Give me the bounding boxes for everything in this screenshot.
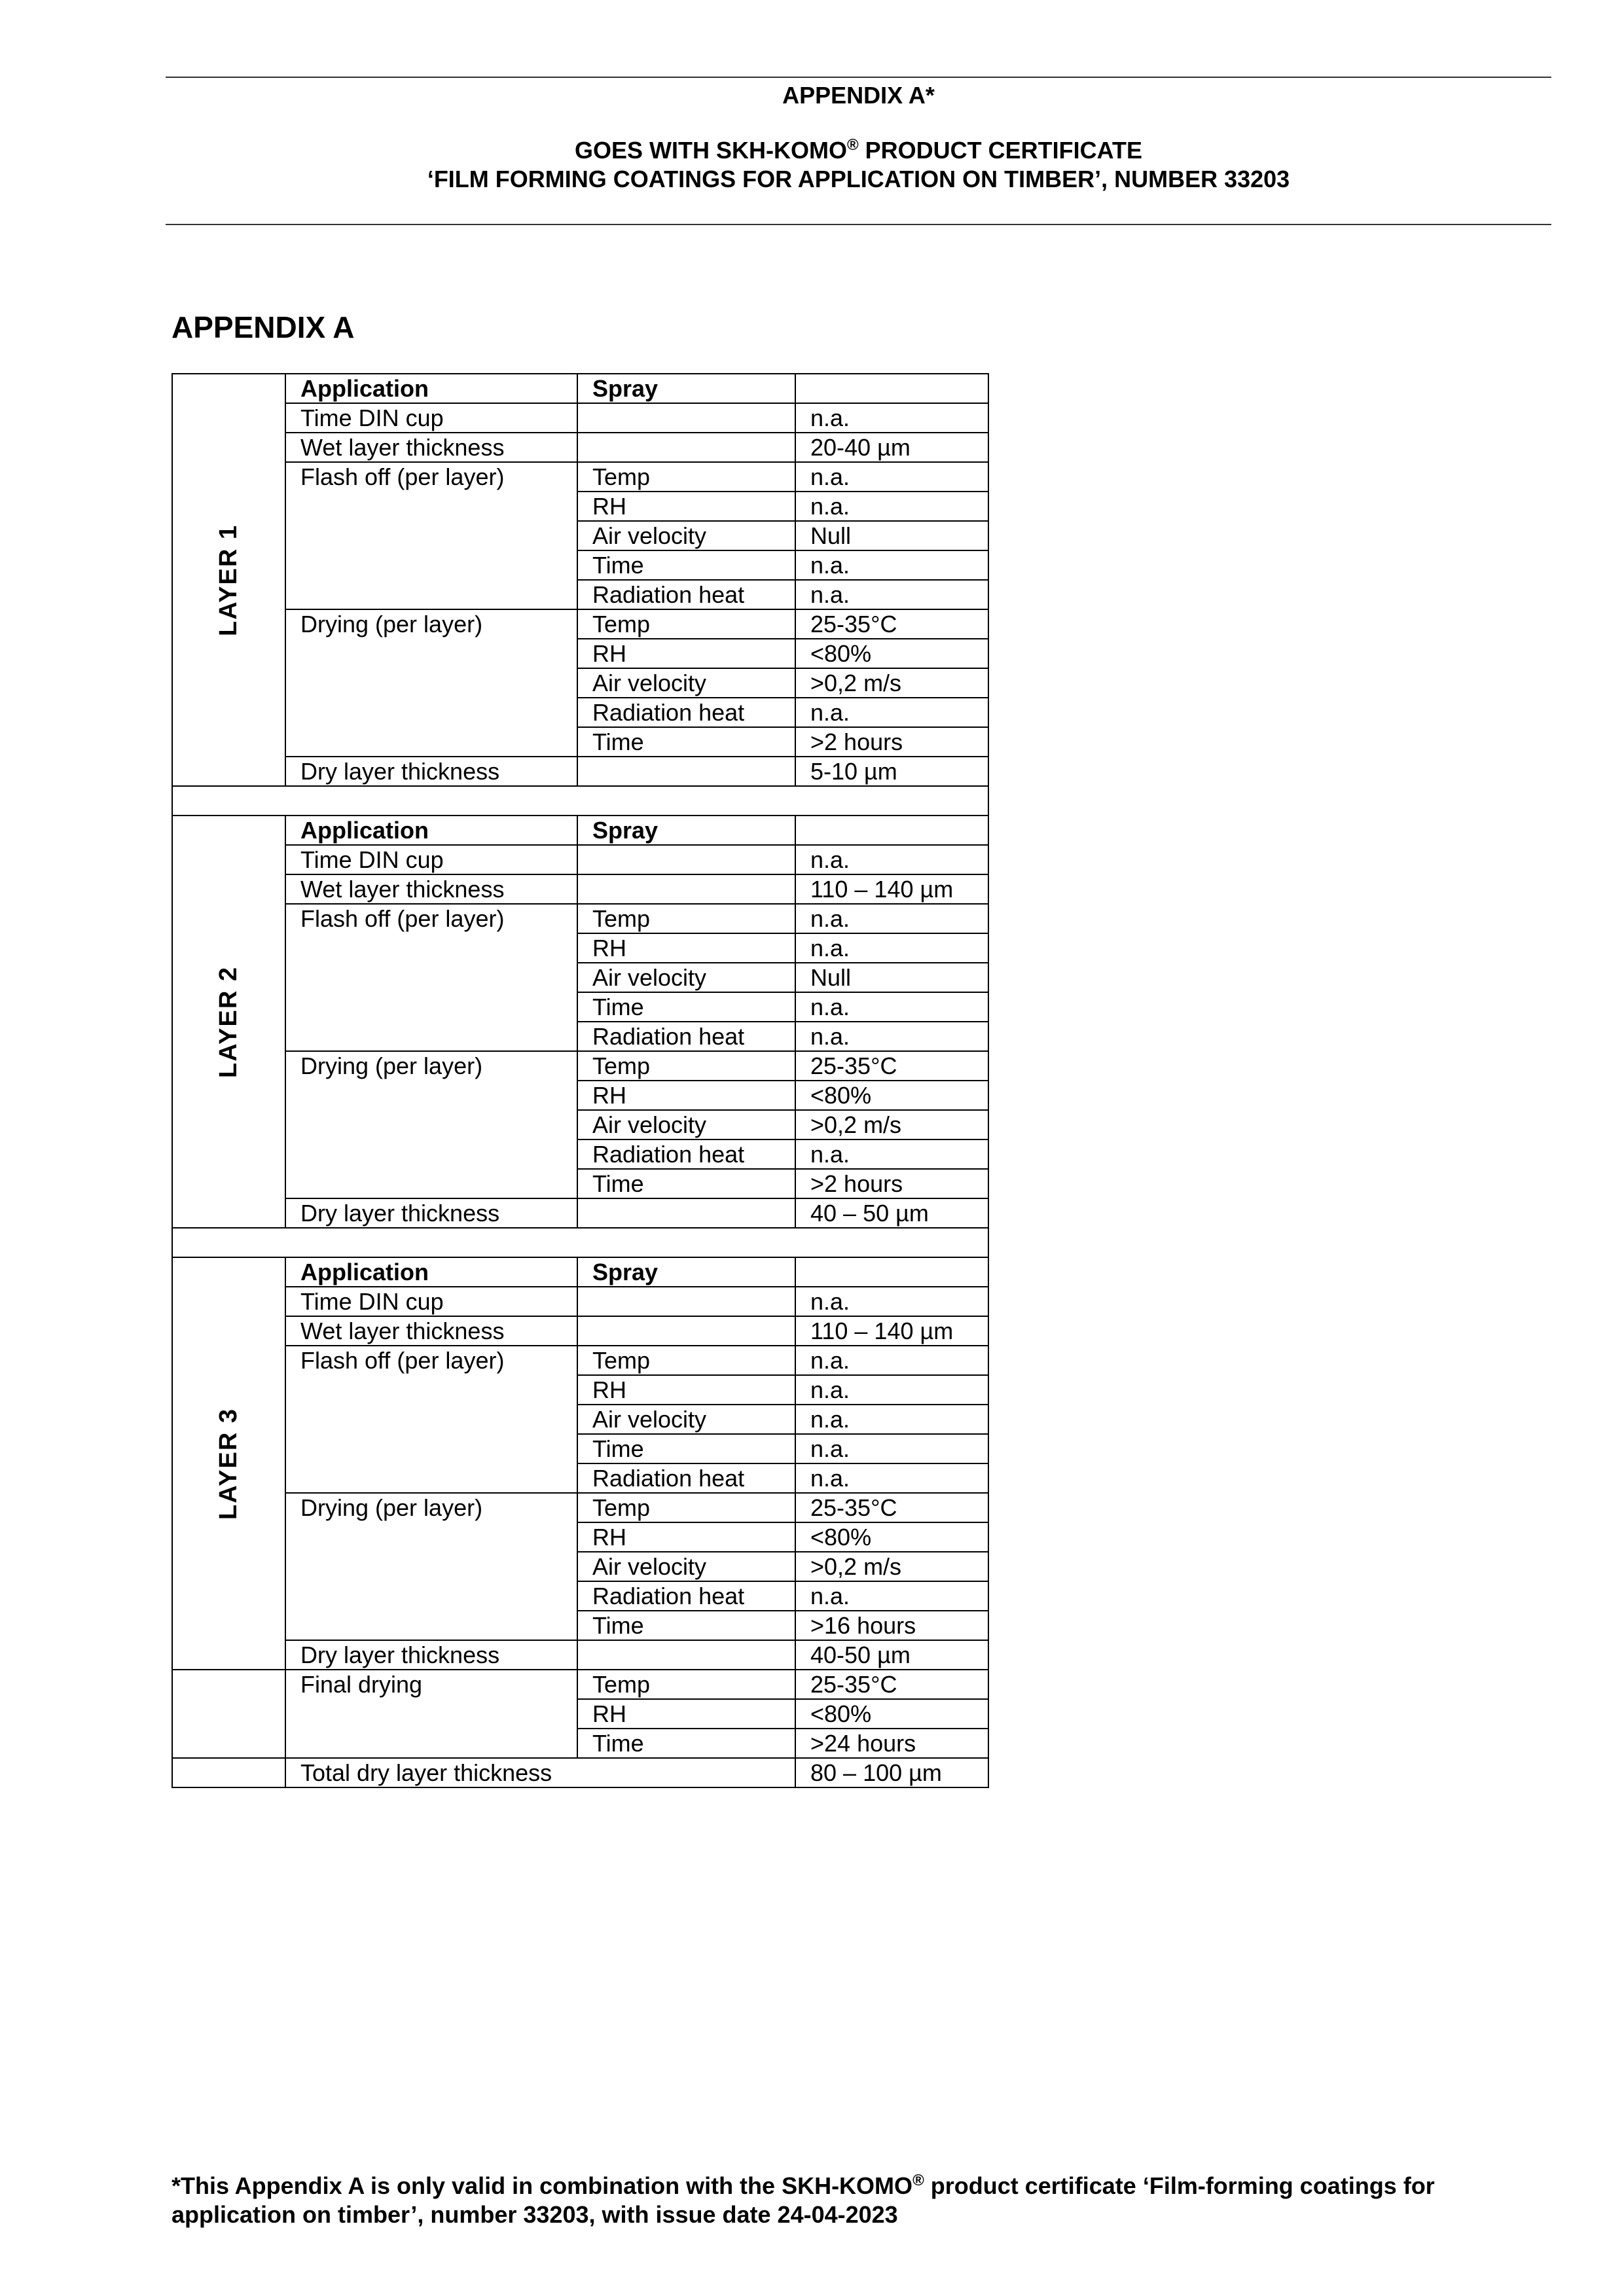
layer-3-drying-row bbox=[172, 1493, 988, 1522]
final-drying-value: <80% bbox=[795, 1699, 988, 1729]
layer-3-wet-row bbox=[172, 1316, 988, 1346]
drying-param: Time bbox=[577, 1611, 795, 1640]
final-drying-side-cell bbox=[172, 1670, 285, 1758]
certificate-line-1-suffix: PRODUCT CERTIFICATE bbox=[858, 137, 1142, 164]
layer-3-application-row bbox=[172, 1257, 988, 1287]
layer-1-drying-row bbox=[172, 609, 988, 639]
empty-param-cell bbox=[577, 403, 795, 433]
layer-1-wet-row bbox=[172, 433, 988, 462]
flash-off-value: n.a. bbox=[795, 462, 988, 492]
drying-value: >16 hours bbox=[795, 1611, 988, 1640]
certificate-line-1-prefix: GOES WITH SKH-KOMO bbox=[574, 137, 847, 164]
drying-value: 25-35°C bbox=[795, 609, 988, 639]
drying-value: >2 hours bbox=[795, 727, 988, 757]
flash-off-param: Temp bbox=[577, 462, 795, 492]
layer-1-time-din-row bbox=[172, 403, 988, 433]
time-din-cup-label: Time DIN cup bbox=[285, 1287, 577, 1316]
spec-table-body bbox=[172, 374, 988, 1787]
empty-param-cell bbox=[577, 845, 795, 874]
separator-cell bbox=[172, 1228, 988, 1257]
empty-param-cell bbox=[577, 1640, 795, 1670]
layer-3-time-din-row bbox=[172, 1287, 988, 1316]
drying-param: Air velocity bbox=[577, 1110, 795, 1139]
final-drying-param: Temp bbox=[577, 1670, 795, 1699]
drying-param: RH bbox=[577, 1522, 795, 1552]
wet-layer-thickness-label: Wet layer thickness bbox=[285, 433, 577, 462]
flash-off-param: RH bbox=[577, 1375, 795, 1405]
application-label: Application bbox=[285, 1257, 577, 1287]
drying-param: Temp bbox=[577, 1493, 795, 1522]
drying-value: >0,2 m/s bbox=[795, 668, 988, 698]
flash-off-param: Temp bbox=[577, 904, 795, 933]
total-dry-layer-thickness-label: Total dry layer thickness bbox=[285, 1758, 795, 1787]
drying-param: RH bbox=[577, 1081, 795, 1110]
drying-param: Temp bbox=[577, 609, 795, 639]
footnote-part-2: product certificate ‘Film-forming coatings for application on timber’, number 33203, with issue date 24-04-2023 bbox=[171, 2172, 1435, 2228]
empty-value-cell bbox=[795, 1257, 988, 1287]
layer-2-label: LAYER 2 bbox=[215, 966, 242, 1078]
flash-off-param: Radiation heat bbox=[577, 1022, 795, 1051]
registered-mark: ® bbox=[846, 136, 859, 154]
empty-param-cell bbox=[577, 1198, 795, 1228]
footnote-part-1: *This Appendix A is only valid in combination with the SKH-KOMO bbox=[171, 2172, 913, 2199]
wet-layer-thickness-label: Wet layer thickness bbox=[285, 874, 577, 904]
header-bottom-rule bbox=[166, 224, 1551, 225]
flash-off-value: n.a. bbox=[795, 933, 988, 963]
layer-1-flash-row bbox=[172, 462, 988, 492]
layer-2-drying-row bbox=[172, 1051, 988, 1081]
flash-off-value: n.a. bbox=[795, 550, 988, 580]
dry-layer-thickness-label: Dry layer thickness bbox=[285, 1640, 577, 1670]
drying-value: n.a. bbox=[795, 698, 988, 727]
drying-value: >2 hours bbox=[795, 1169, 988, 1198]
layer-3-dry-row bbox=[172, 1640, 988, 1670]
layer-1-dry-row bbox=[172, 757, 988, 786]
layer-2-label-cell bbox=[172, 816, 285, 1228]
time-din-cup-label: Time DIN cup bbox=[285, 403, 577, 433]
layer-2-application-row bbox=[172, 816, 988, 845]
flash-off-param: Air velocity bbox=[577, 963, 795, 992]
time-din-cup-value: n.a. bbox=[795, 1287, 988, 1316]
footnote bbox=[171, 2172, 1553, 2229]
time-din-cup-value: n.a. bbox=[795, 403, 988, 433]
layer-2-wet-row bbox=[172, 874, 988, 904]
drying-label: Drying (per layer) bbox=[285, 609, 577, 757]
flash-off-param: RH bbox=[577, 492, 795, 521]
layer-1-label-cell bbox=[172, 374, 285, 786]
flash-off-value: n.a. bbox=[795, 1405, 988, 1434]
dry-layer-thickness-label: Dry layer thickness bbox=[285, 757, 577, 786]
appendix-label-text: APPENDIX A* bbox=[782, 82, 935, 109]
application-label: Application bbox=[285, 816, 577, 845]
layer-2-dry-row bbox=[172, 1198, 988, 1228]
drying-value: 25-35°C bbox=[795, 1051, 988, 1081]
empty-param-cell bbox=[577, 1316, 795, 1346]
time-din-cup-value: n.a. bbox=[795, 845, 988, 874]
layer-separator-row bbox=[172, 786, 988, 816]
layer-separator-row bbox=[172, 1228, 988, 1257]
total-dry-layer-thickness-value: 80 – 100 µm bbox=[795, 1758, 988, 1787]
drying-param: Radiation heat bbox=[577, 698, 795, 727]
flash-off-label: Flash off (per layer) bbox=[285, 904, 577, 1051]
flash-off-param: Radiation heat bbox=[577, 1463, 795, 1493]
drying-value: n.a. bbox=[795, 1581, 988, 1611]
flash-off-value: Null bbox=[795, 963, 988, 992]
application-method: Spray bbox=[577, 1257, 795, 1287]
final-drying-value: >24 hours bbox=[795, 1729, 988, 1758]
drying-value: <80% bbox=[795, 639, 988, 668]
wet-layer-thickness-value: 20-40 µm bbox=[795, 433, 988, 462]
drying-param: Time bbox=[577, 1169, 795, 1198]
application-label: Application bbox=[285, 374, 577, 403]
final-drying-param: RH bbox=[577, 1699, 795, 1729]
flash-off-param: Radiation heat bbox=[577, 580, 795, 609]
flash-off-value: n.a. bbox=[795, 1346, 988, 1375]
drying-param: Temp bbox=[577, 1051, 795, 1081]
flash-off-param: RH bbox=[577, 933, 795, 963]
drying-value: <80% bbox=[795, 1522, 988, 1552]
layer-2-time-din-row bbox=[172, 845, 988, 874]
separator-cell bbox=[172, 786, 988, 816]
flash-off-value: n.a. bbox=[795, 1434, 988, 1463]
layer-3-flash-row bbox=[172, 1346, 988, 1375]
application-method: Spray bbox=[577, 816, 795, 845]
wet-layer-thickness-value: 110 – 140 µm bbox=[795, 1316, 988, 1346]
layer-1-application-row bbox=[172, 374, 988, 403]
certificate-line-2-text: ‘FILM FORMING COATINGS FOR APPLICATION ON TIMBER’, NUMBER 33203 bbox=[427, 166, 1290, 192]
drying-value: <80% bbox=[795, 1081, 988, 1110]
layer-3-label: LAYER 3 bbox=[215, 1408, 242, 1520]
drying-param: Air velocity bbox=[577, 668, 795, 698]
flash-off-param: Time bbox=[577, 550, 795, 580]
empty-value-cell bbox=[795, 374, 988, 403]
wet-layer-thickness-label: Wet layer thickness bbox=[285, 1316, 577, 1346]
flash-off-param: Time bbox=[577, 1434, 795, 1463]
drying-label: Drying (per layer) bbox=[285, 1051, 577, 1198]
flash-off-param: Temp bbox=[577, 1346, 795, 1375]
appendix-label bbox=[166, 81, 1551, 110]
flash-off-param: Time bbox=[577, 992, 795, 1022]
drying-value: >0,2 m/s bbox=[795, 1110, 988, 1139]
drying-value: 25-35°C bbox=[795, 1493, 988, 1522]
flash-off-value: n.a. bbox=[795, 992, 988, 1022]
spec-table bbox=[171, 373, 989, 1788]
drying-value: >0,2 m/s bbox=[795, 1552, 988, 1581]
time-din-cup-label: Time DIN cup bbox=[285, 845, 577, 874]
page-title: APPENDIX A bbox=[171, 310, 355, 344]
empty-param-cell bbox=[577, 757, 795, 786]
empty-value-cell bbox=[795, 816, 988, 845]
drying-param: Radiation heat bbox=[577, 1139, 795, 1169]
certificate-line-2 bbox=[166, 165, 1551, 194]
drying-param: Radiation heat bbox=[577, 1581, 795, 1611]
layer-3-label-cell bbox=[172, 1257, 285, 1670]
dry-layer-thickness-value: 40 – 50 µm bbox=[795, 1198, 988, 1228]
drying-param: Air velocity bbox=[577, 1552, 795, 1581]
flash-off-value: n.a. bbox=[795, 904, 988, 933]
empty-param-cell bbox=[577, 433, 795, 462]
dry-layer-thickness-value: 5-10 µm bbox=[795, 757, 988, 786]
application-method: Spray bbox=[577, 374, 795, 403]
total-side-cell bbox=[172, 1758, 285, 1787]
flash-off-label: Flash off (per layer) bbox=[285, 462, 577, 609]
final-drying-value: 25-35°C bbox=[795, 1670, 988, 1699]
drying-param: RH bbox=[577, 639, 795, 668]
flash-off-label: Flash off (per layer) bbox=[285, 1346, 577, 1493]
flash-off-param: Air velocity bbox=[577, 521, 795, 550]
flash-off-value: n.a. bbox=[795, 492, 988, 521]
flash-off-value: n.a. bbox=[795, 580, 988, 609]
flash-off-value: n.a. bbox=[795, 1022, 988, 1051]
flash-off-value: n.a. bbox=[795, 1375, 988, 1405]
footnote-registered-mark: ® bbox=[912, 2172, 924, 2189]
dry-layer-thickness-value: 40-50 µm bbox=[795, 1640, 988, 1670]
flash-off-param: Air velocity bbox=[577, 1405, 795, 1434]
wet-layer-thickness-value: 110 – 140 µm bbox=[795, 874, 988, 904]
flash-off-value: n.a. bbox=[795, 1463, 988, 1493]
empty-param-cell bbox=[577, 1287, 795, 1316]
total-dry-thickness-row bbox=[172, 1758, 988, 1787]
drying-value: n.a. bbox=[795, 1139, 988, 1169]
dry-layer-thickness-label: Dry layer thickness bbox=[285, 1198, 577, 1228]
layer-1-label: LAYER 1 bbox=[215, 524, 242, 636]
layer-2-flash-row bbox=[172, 904, 988, 933]
final-drying-row bbox=[172, 1670, 988, 1699]
drying-param: Time bbox=[577, 727, 795, 757]
flash-off-value: Null bbox=[795, 521, 988, 550]
drying-label: Drying (per layer) bbox=[285, 1493, 577, 1640]
final-drying-label: Final drying bbox=[285, 1670, 577, 1758]
empty-param-cell bbox=[577, 874, 795, 904]
header-top-rule bbox=[166, 77, 1551, 78]
certificate-line-1 bbox=[166, 136, 1551, 165]
final-drying-param: Time bbox=[577, 1729, 795, 1758]
